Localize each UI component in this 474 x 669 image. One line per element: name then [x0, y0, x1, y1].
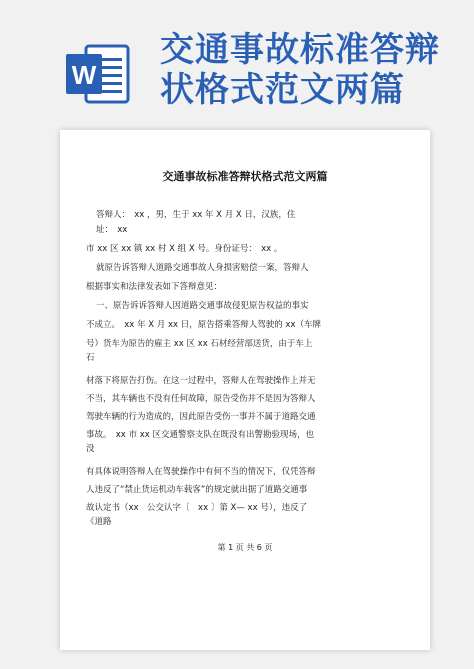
banner-title-line-1: 交通事故标准答辩: [160, 30, 440, 70]
doc-line-16: 人违反了“禁止货运机动车载客”的规定就出据了道路交通事: [86, 485, 308, 495]
doc-line-9: 石: [86, 353, 95, 363]
doc-line-15: 有具体说明答辩人在驾驶操作中有何不当的情况下，仅凭答辩: [86, 467, 316, 477]
page-footer: 第 1 页 共 6 页: [217, 543, 273, 552]
doc-line-18: 《道路: [86, 517, 112, 527]
doc-line-6: 一、原告诉诉答辩人因道路交通事故侵犯原告权益的事实: [96, 301, 309, 311]
doc-line-5: 根据事实和法律发表如下答辩意见：: [86, 282, 223, 292]
document-page: [60, 130, 430, 650]
doc-line-11: 不当，其车辆也不没有任何故障，原告受伤并不是因为答辩人: [86, 394, 316, 404]
doc-line-13: 事故。 xx 市 xx 区交通警察支队在既没有出警勘验现场，也: [86, 430, 314, 440]
doc-line-17: 故认定书（xx 公交认字〔 xx 〕第 X— xx 号），违反了: [86, 503, 308, 513]
word-logo-icon: [64, 40, 132, 108]
doc-line-10: 材落下将原告打伤。在这一过程中，答辩人在驾驶操作上并无: [86, 376, 316, 386]
doc-line-4: 就原告诉答辩人道路交通事故人身损害赔偿一案，答辩人: [96, 263, 309, 273]
doc-line-14: 没: [86, 444, 95, 454]
doc-line-7: 不成立。 xx 年 X 月 xx 日，原告搭乘答辩人驾驶的 xx（车牌: [86, 320, 321, 330]
doc-line-12: 驾驶车辆的行为造成的，因此原告受伤一事并不属于道路交通: [86, 412, 316, 422]
doc-line-1: 答辩人： xx ，男，生于 xx 年 X 月 X 日，汉族，住: [96, 210, 296, 220]
banner-title-line-2: 状格式范文两篇: [160, 70, 405, 110]
doc-line-3: 市 xx 区 xx 镇 xx 村 X 组 X 号。身份证号： xx 。: [86, 244, 283, 254]
banner-title: [160, 30, 460, 110]
word-logo-letter: W: [71, 60, 97, 90]
doc-line-2: 址： xx: [96, 225, 128, 235]
document-title: 交通事故标准答辩状格式范文两篇: [162, 170, 328, 183]
doc-line-8: 号）货车为原告的雇主 xx 区 xx 石材经营部送货，由于车上: [86, 339, 313, 349]
